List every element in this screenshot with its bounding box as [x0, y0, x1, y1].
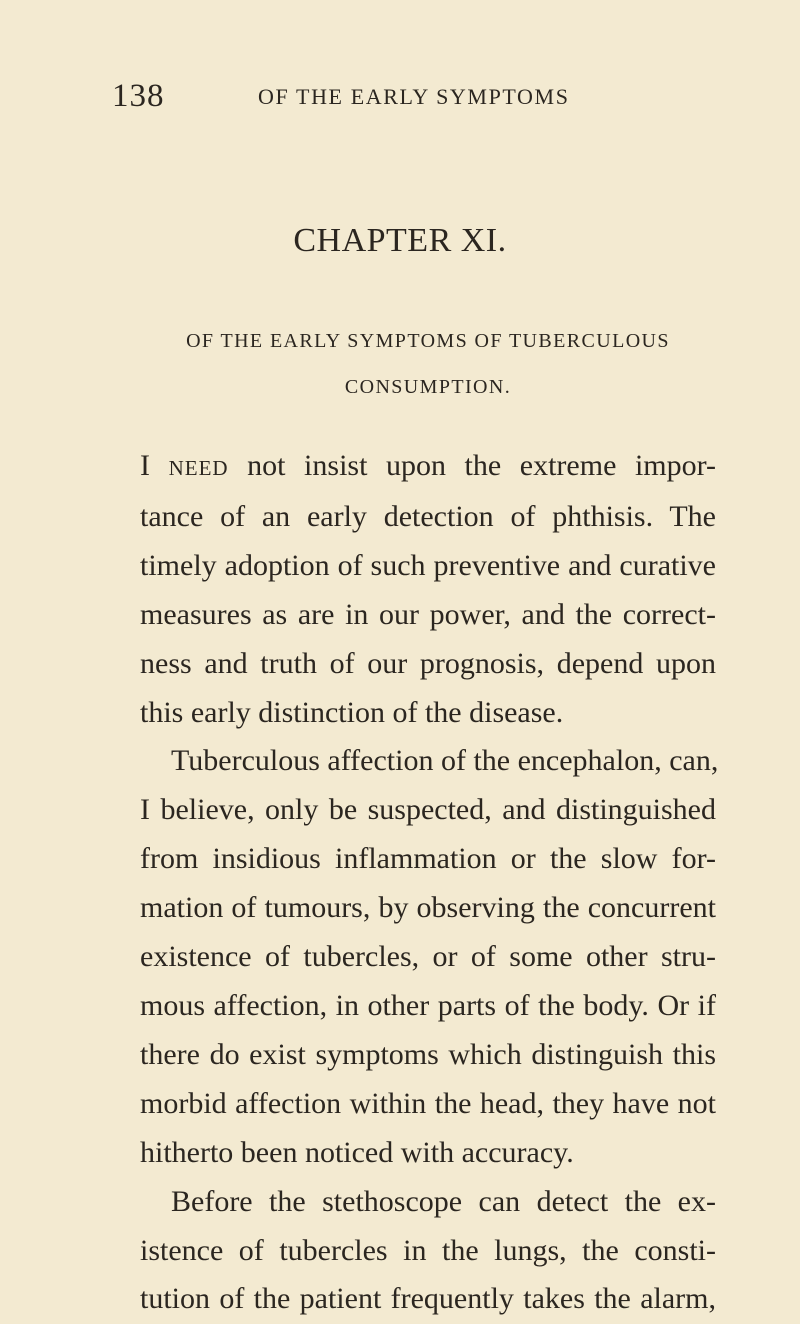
body-line-7: Tuberculous affection of the encephalon, can,	[171, 744, 719, 778]
body-line-8: I believe, only be suspected, and distinguished	[140, 793, 716, 827]
body-line-12: mous affection, in other parts of the body. Or if	[140, 988, 716, 1022]
body-line-9: from insidious inflammation or the slow for-	[140, 842, 716, 876]
drop-word-small-caps: NEED	[168, 456, 229, 480]
body-line-5: ness and truth of our prognosis, depend upon	[140, 646, 716, 680]
body-line-17: istence of tubercles in the lungs, the consti-	[140, 1233, 716, 1267]
body-line-10: mation of tumours, by observing the concurrent	[140, 891, 716, 925]
chapter-subtitle-line-1: OF THE EARLY SYMPTOMS OF TUBERCULOUS	[186, 330, 670, 352]
body-line-13: there do exist symptoms which distinguish this	[140, 1037, 716, 1071]
running-title: OF THE EARLY SYMPTOMS	[258, 84, 570, 109]
body-text	[140, 442, 719, 1324]
running-head	[112, 78, 712, 118]
chapter-subtitle	[128, 318, 728, 410]
page-number: 138	[112, 78, 165, 114]
body-line-3: timely adoption of such preventive and curative	[140, 548, 716, 582]
body-line-18: tution of the patient frequently takes the alarm,	[140, 1282, 716, 1316]
body-line-text: not insist upon the extreme impor-	[228, 449, 717, 482]
chapter-heading: CHAPTER XI.	[293, 222, 507, 259]
body-line-16: Before the stethoscope can detect the ex-	[171, 1184, 716, 1218]
body-line-4: measures as are in our power, and the correct-	[140, 597, 716, 631]
body-line-15: hitherto been noticed with accuracy.	[140, 1135, 574, 1169]
body-line-1	[140, 442, 716, 493]
body-line-2: tance of an early detection of phthisis. The	[140, 499, 716, 533]
drop-word-initial: I	[140, 449, 150, 482]
body-line-11: existence of tubercles, or of some other stru-	[140, 940, 716, 974]
body-line-14: morbid affection within the head, they have not	[140, 1086, 716, 1120]
body-line-6: this early distinction of the disease.	[140, 695, 564, 729]
chapter-subtitle-line-2: CONSUMPTION.	[344, 376, 512, 398]
